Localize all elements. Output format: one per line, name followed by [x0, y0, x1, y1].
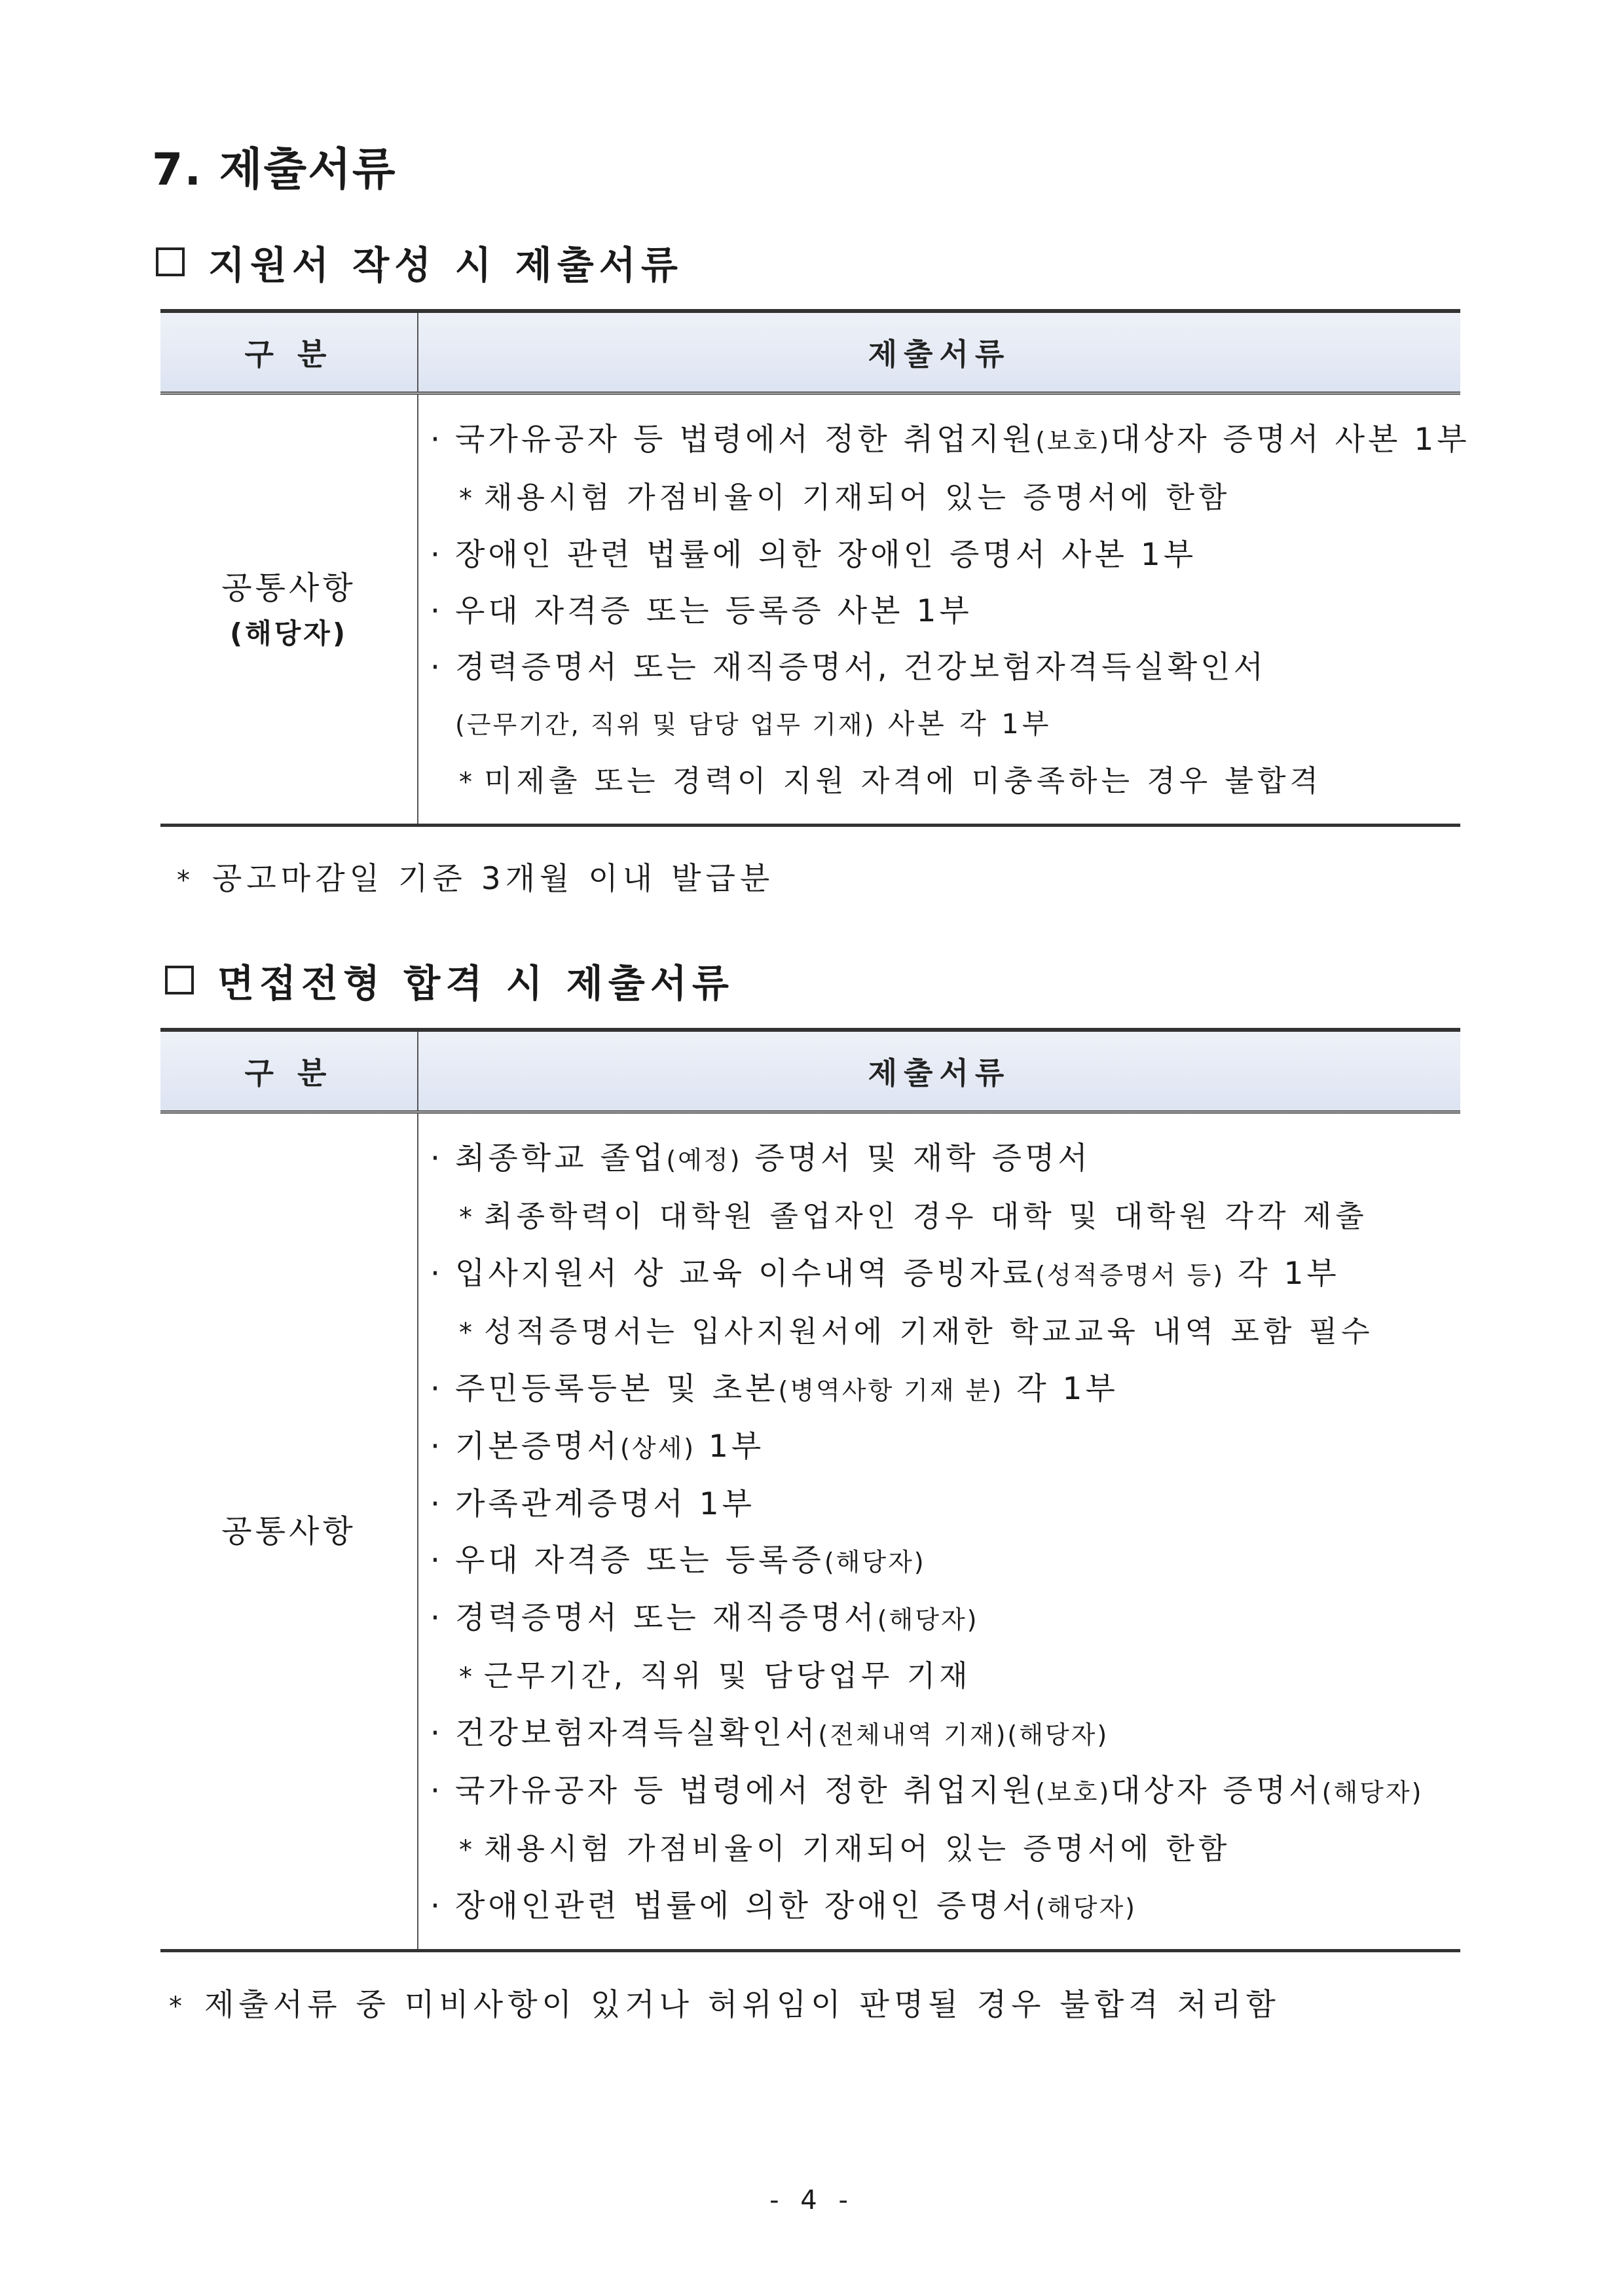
item-qualifier: (보호) — [1035, 1778, 1111, 1807]
list-item — [418, 1361, 1460, 1419]
list-item — [418, 696, 1460, 753]
category-cell — [160, 393, 418, 826]
asterisk-marker: * — [459, 1662, 476, 1692]
list-item — [418, 1878, 1460, 1936]
interview-footnote-text: 제출서류 중 미비사항이 있거나 허위임이 판명될 경우 불합격 처리함 — [204, 1987, 1280, 2023]
item-qualifier: (병역사항 기재 분) — [778, 1376, 1004, 1405]
apply-footnote-text: 공고마감일 기준 3개월 이내 발급분 — [212, 861, 775, 897]
note-item — [418, 1303, 1460, 1361]
apply-documents-table — [160, 309, 1470, 827]
table-row — [160, 393, 1460, 826]
header-category: 구 분 — [160, 311, 418, 393]
item-text: 대상자 증명서 — [1111, 1773, 1322, 1809]
bullet-marker: · — [430, 1371, 443, 1407]
note-item — [418, 469, 1460, 527]
item-text: 국가유공자 등 법령에서 정한 취업지원 — [455, 1773, 1036, 1809]
asterisk-marker: * — [459, 1203, 476, 1233]
header-documents: 제출서류 — [418, 311, 1460, 393]
header-category: 구 분 — [160, 1030, 418, 1112]
documents-cell — [418, 1112, 1460, 1951]
item-text: 우대 자격증 또는 등록증 사본 1부 — [455, 593, 972, 629]
category-sublabel: (해당자) — [229, 617, 348, 650]
item-text: 1부 — [695, 1429, 765, 1465]
table-row — [160, 1112, 1460, 1951]
list-item — [418, 1590, 1460, 1648]
item-text: 국가유공자 등 법령에서 정한 취업지원 — [455, 422, 1036, 458]
bullet-marker: · — [430, 1773, 443, 1809]
interview-documents-table — [160, 1028, 1460, 1952]
item-qualifier: (보호) — [1035, 427, 1111, 456]
apply-footnote — [177, 854, 774, 898]
item-text: 최종학력이 대학원 졸업자인 경우 대학 및 대학원 각각 제출 — [484, 1199, 1368, 1233]
checkbox-square-icon — [156, 247, 185, 276]
item-text: 근무기간, 직위 및 담당업무 기재 — [484, 1658, 972, 1693]
table-header-row — [160, 1030, 1460, 1112]
item-text: 최종학교 졸업 — [455, 1140, 667, 1176]
documents-cell — [418, 393, 1470, 826]
item-text: 성적증명서는 입사지원서에 기재한 학교교육 내역 포함 필수 — [484, 1314, 1374, 1349]
bullet-marker: · — [430, 1256, 443, 1292]
item-text: 각 1부 — [1003, 1371, 1118, 1407]
note-item — [418, 753, 1460, 811]
bullet-marker: · — [430, 1600, 443, 1636]
checkbox-square-icon — [165, 966, 194, 994]
item-text: 채용시험 가점비율이 기재되어 있는 증명서에 한함 — [484, 1831, 1231, 1866]
list-item — [418, 1476, 1460, 1533]
bullet-marker: · — [430, 1429, 443, 1465]
item-text: 사본 각 1부 — [876, 708, 1052, 740]
list-item — [418, 1763, 1460, 1821]
item-qualifier: (근무기간, 직위 및 담당 업무 기재) — [455, 710, 876, 739]
list-item — [418, 527, 1460, 583]
item-text: 입사지원서 상 교육 이수내역 증빙자료 — [455, 1256, 1036, 1292]
documents-list — [418, 395, 1470, 824]
item-qualifier: (해당자) — [1035, 1893, 1137, 1922]
item-text: 경력증명서 또는 재직증명서 — [455, 1600, 877, 1636]
bullet-marker: · — [430, 537, 443, 573]
item-text: 채용시험 가점비율이 기재되어 있는 증명서에 한함 — [484, 480, 1231, 515]
apply-section-heading — [156, 234, 683, 289]
item-text: 각 1부 — [1225, 1256, 1340, 1292]
category-cell — [160, 1112, 418, 1951]
asterisk-marker: * — [459, 767, 476, 797]
category-label: 공통사항 — [221, 569, 356, 606]
bullet-marker: · — [430, 1715, 443, 1751]
bullet-marker: · — [430, 1888, 443, 1924]
bullet-marker: · — [430, 649, 443, 685]
item-text: 경력증명서 또는 재직증명서, 건강보험자격득실확인서 — [455, 649, 1267, 685]
bullet-marker: · — [430, 1140, 443, 1176]
item-qualifier: (해당자) — [1321, 1778, 1424, 1807]
item-text: 증명서 및 재학 증명서 — [741, 1140, 1091, 1176]
list-item — [418, 1131, 1460, 1188]
list-item — [418, 412, 1470, 469]
section-title: 7. 제출서류 — [152, 144, 397, 196]
item-text: 대상자 증명서 사본 1부 — [1111, 422, 1470, 458]
asterisk-marker: * — [459, 1318, 476, 1348]
bullet-marker: · — [430, 1486, 443, 1522]
list-item — [418, 1419, 1460, 1476]
table-header-row — [160, 311, 1460, 393]
page-number: - 4 - — [769, 2185, 855, 2215]
item-text: 우대 자격증 또는 등록증 — [455, 1542, 824, 1578]
list-item — [418, 1533, 1460, 1590]
item-text: 건강보험자격득실확인서 — [455, 1715, 819, 1751]
list-item — [418, 640, 1460, 696]
item-qualifier: (예정) — [666, 1146, 742, 1175]
category-label: 공통사항 — [221, 1512, 356, 1550]
asterisk-marker: * — [459, 484, 476, 514]
item-qualifier: (성적증명서 등) — [1035, 1261, 1225, 1290]
interview-footnote — [169, 1980, 1280, 2024]
item-qualifier: (전체내역 기재)(해당자) — [818, 1721, 1109, 1749]
item-text: 장애인 관련 법률에 의한 장애인 증명서 사본 1부 — [455, 537, 1197, 573]
note-item — [418, 1821, 1460, 1878]
bullet-marker: · — [430, 593, 443, 629]
asterisk-marker: * — [177, 866, 194, 896]
bullet-marker: · — [430, 1542, 443, 1578]
asterisk-marker: * — [169, 1992, 187, 2022]
item-qualifier: (해당자) — [877, 1605, 979, 1634]
interview-heading-text: 면접전형 합격 시 제출서류 — [217, 961, 734, 1006]
interview-section-heading — [165, 953, 734, 1008]
note-item — [418, 1648, 1460, 1705]
item-text: 장애인관련 법률에 의한 장애인 증명서 — [455, 1888, 1036, 1924]
bullet-marker: · — [430, 422, 443, 458]
item-text: 가족관계증명서 1부 — [455, 1486, 756, 1522]
item-qualifier: (상세) — [620, 1434, 696, 1463]
item-text: 기본증명서 — [455, 1429, 621, 1465]
note-item — [418, 1188, 1460, 1246]
list-item — [418, 1705, 1460, 1763]
header-documents: 제출서류 — [418, 1030, 1460, 1112]
documents-list — [418, 1114, 1460, 1949]
item-text: 주민등록등본 및 초본 — [455, 1371, 779, 1407]
item-qualifier: (해당자) — [824, 1548, 926, 1576]
asterisk-marker: * — [459, 1835, 476, 1865]
list-item — [418, 583, 1460, 640]
list-item — [418, 1246, 1460, 1303]
apply-heading-text: 지원서 작성 시 제출서류 — [208, 243, 683, 287]
item-text: 미제출 또는 경력이 지원 자격에 미충족하는 경우 불합격 — [484, 763, 1322, 798]
